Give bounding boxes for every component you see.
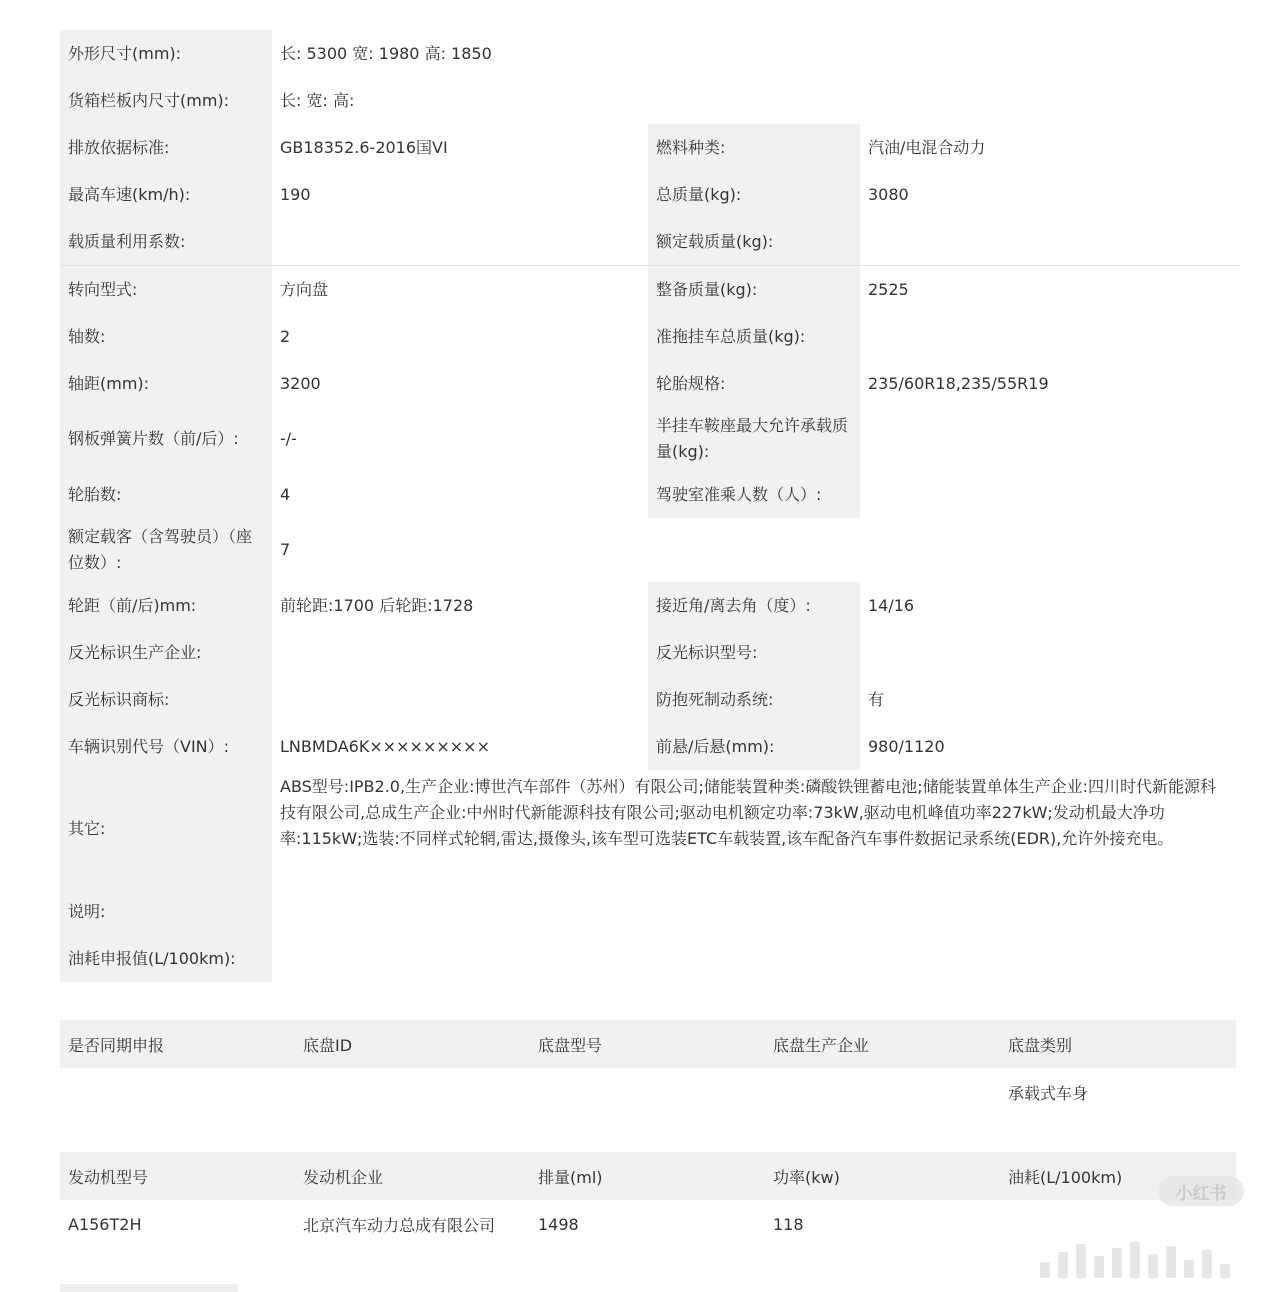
value-steering: 方向盘 xyxy=(280,279,329,299)
decor-bar xyxy=(1130,1242,1140,1278)
value-cargo-box: 长: 宽: 高: xyxy=(280,90,355,110)
label-trailer-mass: 准拖挂车总质量(kg): xyxy=(648,313,860,360)
engine-header-maker: 发动机企业 xyxy=(303,1167,384,1187)
spec-row-leaf-springs xyxy=(60,407,1240,471)
spec-row-wheelbase xyxy=(60,360,1240,407)
spec-row-other xyxy=(60,770,1240,888)
label-fuel-type: 燃料种类: xyxy=(648,124,860,171)
label-other: 其它: xyxy=(60,770,272,888)
chassis-header-category: 底盘类别 xyxy=(1008,1035,1073,1055)
value-trailer-mass xyxy=(860,313,1240,360)
chassis-cell-same-period xyxy=(60,1068,295,1116)
decor-bar xyxy=(1058,1252,1068,1278)
value-track: 前轮距:1700 后轮距:1728 xyxy=(280,595,474,615)
label-load-factor: 载质量利用系数: xyxy=(60,218,272,265)
chassis-table xyxy=(60,1020,1236,1116)
spec-row-vin xyxy=(60,723,1240,770)
decor-bar xyxy=(1220,1264,1230,1278)
decor-bar xyxy=(1094,1256,1104,1278)
label-axles: 轴数: xyxy=(60,313,272,360)
spec-row-load-factor xyxy=(60,218,1240,265)
engine-header-row xyxy=(60,1152,1236,1200)
engine-cell-displacement: 1498 xyxy=(538,1214,579,1234)
value-emission-standard: GB18352.6-2016国VI xyxy=(280,137,448,157)
chassis-header-row xyxy=(60,1020,1236,1068)
value-tire-count: 4 xyxy=(280,484,291,504)
value-approach-angle: 14/16 xyxy=(868,595,915,615)
label-tire-spec: 轮胎规格: xyxy=(648,360,860,407)
label-tire-count: 轮胎数: xyxy=(60,471,272,518)
value-wheelbase: 3200 xyxy=(280,373,321,393)
decorative-bars xyxy=(1040,1240,1250,1278)
value-saddle-load xyxy=(860,407,1240,471)
chassis-cell-model xyxy=(530,1068,765,1116)
value-rated-load xyxy=(860,218,1240,265)
spec-row-seats xyxy=(60,518,1240,582)
spec-row-tire-count xyxy=(60,471,1240,518)
label-cargo-box: 货箱栏板内尺寸(mm): xyxy=(60,77,272,124)
decor-bar xyxy=(1202,1250,1212,1278)
chassis-header-model: 底盘型号 xyxy=(538,1035,603,1055)
label-gross-mass: 总质量(kg): xyxy=(648,171,860,218)
spec-row-track xyxy=(60,582,1240,629)
label-steering: 转向型式: xyxy=(60,266,272,313)
value-notes xyxy=(272,888,1240,935)
value-abs: 有 xyxy=(868,689,885,709)
value-fuel-consumption xyxy=(272,935,1240,982)
spec-row-dimensions xyxy=(60,30,1240,77)
spec-row-notes xyxy=(60,888,1240,935)
chassis-header-id: 底盘ID xyxy=(303,1035,353,1055)
engine-table xyxy=(60,1152,1236,1248)
engine-cell-power: 118 xyxy=(773,1214,804,1234)
decor-bar xyxy=(1076,1244,1086,1278)
label-fuel-consumption: 油耗申报值(L/100km): xyxy=(60,935,272,982)
value-cab-occupants xyxy=(860,471,1240,518)
value-dimensions: 长: 5300 宽: 1980 高: 1850 xyxy=(280,43,492,63)
label-leaf-springs: 钢板弹簧片数（前/后）: xyxy=(60,407,272,471)
label-wheelbase: 轴距(mm): xyxy=(60,360,272,407)
engine-header-model: 发动机型号 xyxy=(68,1167,149,1187)
chassis-header-same-period: 是否同期申报 xyxy=(68,1035,165,1055)
spec-row-reflector-maker xyxy=(60,629,1240,676)
label-reflector-maker: 反光标识生产企业: xyxy=(60,629,272,676)
engine-header-displacement: 排量(ml) xyxy=(538,1167,603,1187)
label-rated-load: 额定载质量(kg): xyxy=(648,218,860,265)
label-abs: 防抱死制动系统: xyxy=(648,676,860,723)
label-overhang: 前悬/后悬(mm): xyxy=(648,723,860,770)
value-tire-spec: 235/60R18,235/55R19 xyxy=(868,373,1049,393)
value-leaf-springs: -/- xyxy=(280,429,297,448)
value-overhang: 980/1120 xyxy=(868,736,945,756)
chassis-cell-id xyxy=(295,1068,530,1116)
label-approach-angle: 接近角/离去角（度）: xyxy=(648,582,860,629)
engine-header-power: 功率(kw) xyxy=(773,1167,840,1187)
spec-row-fuel-consumption xyxy=(60,935,1240,982)
label-vin: 车辆识别代号（VIN）: xyxy=(60,723,272,770)
decor-bar xyxy=(1112,1248,1122,1278)
footer-strip xyxy=(60,1284,238,1292)
value-gross-mass: 3080 xyxy=(868,184,909,204)
value-curb-mass: 2525 xyxy=(868,279,909,299)
chassis-cell-category: 承载式车身 xyxy=(1008,1083,1089,1103)
value-max-speed: 190 xyxy=(280,184,311,204)
value-other: ABS型号:IPB2.0,生产企业:博世汽车部件（苏州）有限公司;储能装置种类:磷酸铁锂蓄电池;储能装置单体生产企业:四川时代新能源科技有限公司,总成生产企业:中州时代新能源科技有限公司;驱动电机额定功率:73kW,驱动电机峰值功率227kW;发动机最大净功率:115kW;选装:不同样式轮辋,雷达,摄像头,该车型可选装ETC车载装置,该车配备汽车事件数据记录系统(EDR),允许外接充电。 xyxy=(280,777,1217,848)
spec-row-steering xyxy=(60,265,1240,313)
spec-row-axles xyxy=(60,313,1240,360)
label-cab-occupants: 驾驶室准乘人数（人）: xyxy=(648,471,860,518)
decor-bar xyxy=(1166,1246,1176,1278)
watermark-logo: 小红书 xyxy=(1158,1176,1244,1206)
engine-header-consumption: 油耗(L/100km) xyxy=(1008,1167,1123,1187)
spec-row-emission xyxy=(60,124,1240,171)
label-seats: 额定载客（含驾驶员）（座位数）: xyxy=(60,518,272,582)
chassis-cell-maker xyxy=(765,1068,1000,1116)
spec-row-cargo-box xyxy=(60,77,1240,124)
chassis-header-maker: 底盘生产企业 xyxy=(773,1035,870,1055)
spec-row-speed xyxy=(60,171,1240,218)
label-max-speed: 最高车速(km/h): xyxy=(60,171,272,218)
value-reflector-maker xyxy=(272,629,648,676)
decor-bar xyxy=(1040,1262,1050,1278)
engine-cell-model: A156T2H xyxy=(68,1214,142,1234)
decor-bar xyxy=(1184,1260,1194,1278)
value-reflector-brand xyxy=(272,676,648,723)
label-track: 轮距（前/后)mm: xyxy=(60,582,272,629)
label-dimensions: 外形尺寸(mm): xyxy=(60,30,272,77)
value-axles: 2 xyxy=(280,326,291,346)
label-saddle-load: 半挂车鞍座最大允许承载质量(kg): xyxy=(648,407,860,471)
label-notes: 说明: xyxy=(60,888,272,935)
label-curb-mass: 整备质量(kg): xyxy=(648,266,860,313)
label-reflector-brand: 反光标识商标: xyxy=(60,676,272,723)
value-load-factor xyxy=(272,218,648,265)
label-emission-standard: 排放依据标准: xyxy=(60,124,272,171)
spec-row-reflector-brand xyxy=(60,676,1240,723)
value-reflector-model xyxy=(860,629,1240,676)
value-fuel-type: 汽油/电混合动力 xyxy=(868,137,986,157)
label-reflector-model: 反光标识型号: xyxy=(648,629,860,676)
decor-bar xyxy=(1148,1254,1158,1278)
chassis-data-row xyxy=(60,1068,1236,1116)
value-vin: LNBMDA6K××××××××× xyxy=(280,736,490,756)
engine-cell-maker: 北京汽车动力总成有限公司 xyxy=(303,1215,496,1235)
spec-table xyxy=(60,30,1240,982)
value-seats: 7 xyxy=(280,540,291,559)
